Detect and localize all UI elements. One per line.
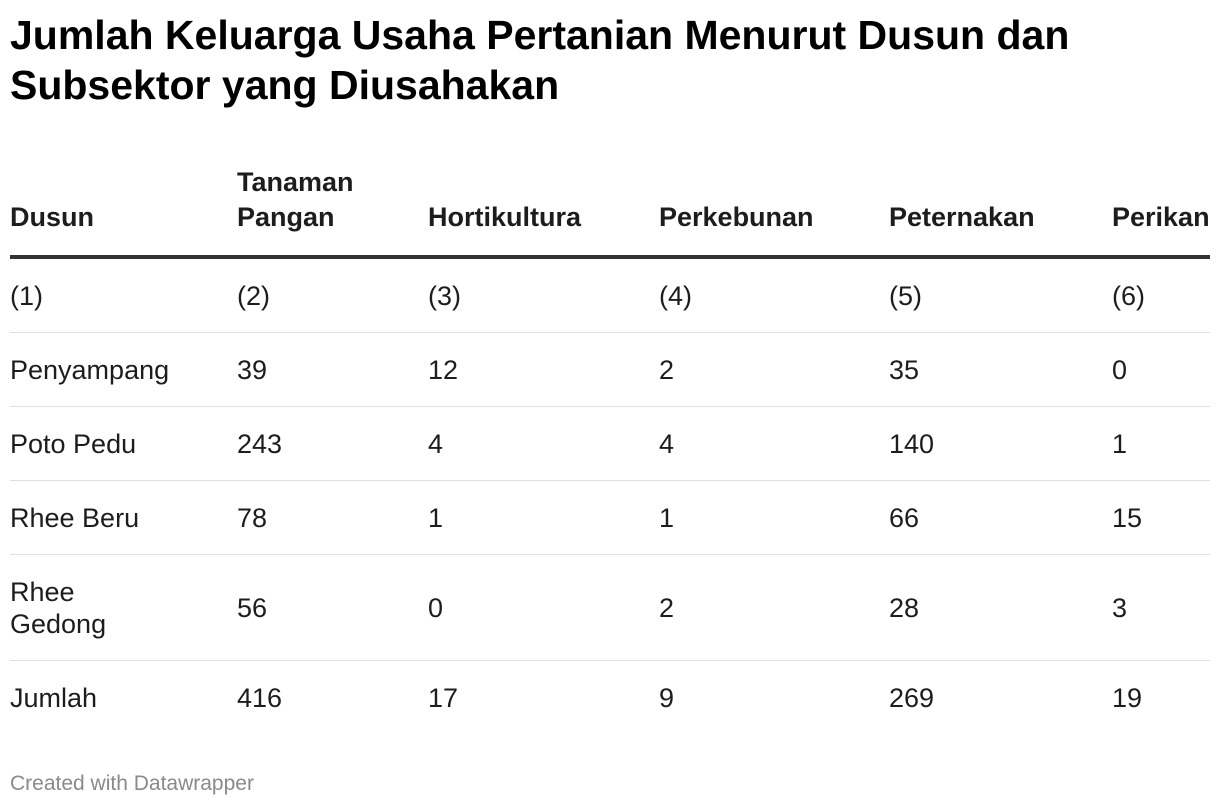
table-row xyxy=(10,555,1210,661)
table-cell: (3) xyxy=(428,257,659,333)
row-label: Rhee Beru xyxy=(10,481,237,555)
column-header-tanaman-pangan[interactable] xyxy=(237,160,428,257)
column-header-hortikultura[interactable]: Hortikultura xyxy=(428,160,659,257)
table-cell: 66 xyxy=(889,481,1112,555)
column-header-dusun[interactable]: Dusun xyxy=(10,160,237,257)
row-label: Jumlah xyxy=(10,682,98,713)
row-label: Poto Pedu xyxy=(10,407,237,481)
table-cell: 2 xyxy=(659,333,889,407)
table-row-total xyxy=(10,661,1210,735)
table-cell: 0 xyxy=(1112,333,1210,407)
table-cell: 4 xyxy=(659,407,889,481)
table-cell: 1 xyxy=(428,481,659,555)
table-cell: (5) xyxy=(889,257,1112,333)
table-cell: (4) xyxy=(659,257,889,333)
table-row xyxy=(10,481,1210,555)
table-cell: 19 xyxy=(1112,682,1143,713)
credit-footer: Created with Datawrapper xyxy=(10,772,254,795)
row-label: Penyampang xyxy=(10,333,237,407)
table-cell: 78 xyxy=(237,481,428,555)
table-cell: 39 xyxy=(237,333,428,407)
table-cell: 1 xyxy=(1112,407,1210,481)
table-cell: 2 xyxy=(659,555,889,661)
table-cell: 416 xyxy=(237,682,283,713)
row-label xyxy=(10,555,237,661)
table-cell: 12 xyxy=(428,333,659,407)
table-cell: (1) xyxy=(10,257,237,333)
table-cell: 1 xyxy=(659,481,889,555)
table-cell: 269 xyxy=(889,682,935,713)
table-cell: 28 xyxy=(889,555,1112,661)
column-header-peternakan[interactable]: Peternakan xyxy=(889,160,1112,257)
table-cell: (2) xyxy=(237,257,428,333)
table-cell: 17 xyxy=(428,682,459,713)
data-table-container xyxy=(10,160,1210,734)
table-cell: 0 xyxy=(428,555,659,661)
row-label-text: Rhee Gedong xyxy=(10,576,107,639)
table-cell: 3 xyxy=(1112,555,1210,661)
table-row xyxy=(10,407,1210,481)
table-cell: 243 xyxy=(237,407,428,481)
table-cell: 56 xyxy=(237,555,428,661)
header-row xyxy=(10,160,1210,257)
table-cell: 35 xyxy=(889,333,1112,407)
data-table xyxy=(10,160,1210,734)
table-cell: 4 xyxy=(428,407,659,481)
table-cell: 15 xyxy=(1112,481,1210,555)
column-header-perkebunan[interactable]: Perkebunan xyxy=(659,160,889,257)
table-cell: 140 xyxy=(889,407,1112,481)
column-header-perikanan[interactable]: Perikan xyxy=(1112,160,1210,257)
chart-title: Jumlah Keluarga Usaha Pertanian Menurut Dusun dan Subsektor yang Diusahakan xyxy=(10,12,1070,108)
table-cell: 9 xyxy=(659,682,675,713)
table-row-column-numbers xyxy=(10,257,1210,333)
table-row xyxy=(10,333,1210,407)
column-header-label: Tanaman Pangan xyxy=(237,167,354,232)
table-cell: (6) xyxy=(1112,257,1210,333)
